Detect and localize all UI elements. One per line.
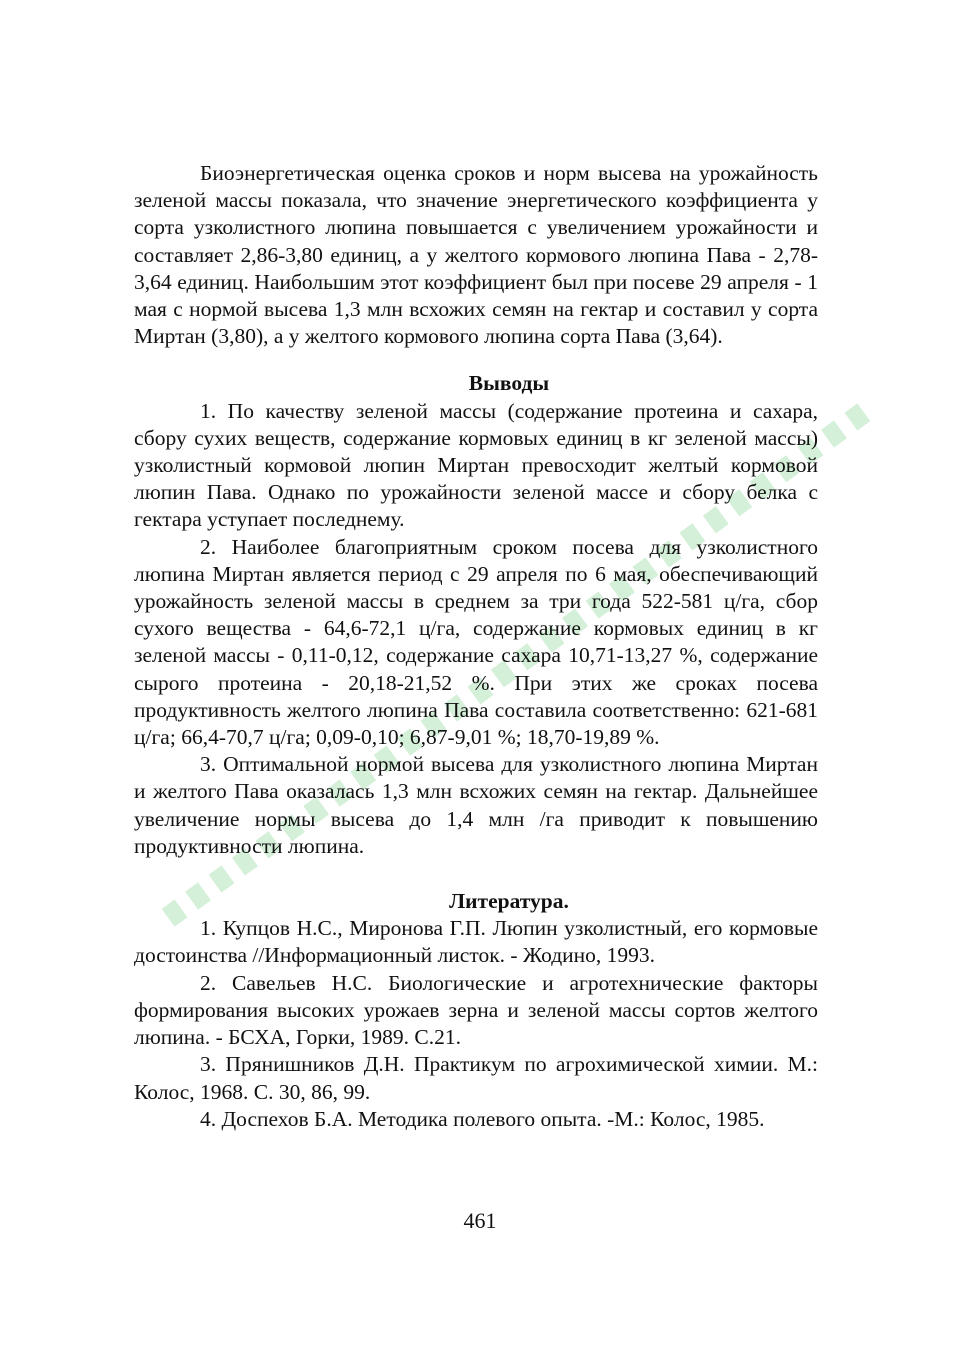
conclusion-item-2: 2. Наиболее благоприятным сроком посева для узколистного люпина Миртан является период с 29 апреля по 6 мая, обеспечивающий урожайность зеленой массы в среднем за три года 522-581 ц/га, сбор сухого вещества - 64,6-72,1 ц/га, содержание кормовых единиц в кг зеленой массы - 0,11-0,12, содержание сахара 10,71-13,27 %, содержание сырого протеина - 20,18-21,52 %. При этих же сроках посева продуктивность желтого люпина Пава составила соответственно: 621-681 ц/га; 66,4-70,7 ц/га; 0,09-0,10; 6,87-9,01 %; 18,70-19,89 %. [134,534,818,750]
literature-heading: Литература. [449,889,569,914]
reference-item-1: 1. Купцов Н.С., Миронова Г.П. Люпин узколистный, его кормовые достоинства //Информационный листок. - Жодино, 1993. [134,916,818,968]
page-number: 461 [463,1208,497,1233]
body-paragraph: Биоэнергетическая оценка сроков и норм высева на урожайность зеленой массы показала, что значение энергетического коэффициента у сорта узколистного люпина повышается с увеличением урожайности и составляет 2,86-3,80 единиц, а у желтого кормового люпина Пава - 2,78-3,64 единиц. Наибольшим этот коэффициент был при посеве 29 апреля - 1 мая с нормой высева 1,3 млн всхожих семян на гектар и составил у сорта Миртан (3,80), а у желтого кормового люпина сорта Пава (3,64). [134,161,818,349]
reference-item-2: 2. Савельев Н.С. Биологические и агротехнические факторы формирования высоких урожаев зерна и зеленой массы сортов желтого люпина. - БСХА, Горки, 1989. С.21. [134,970,818,1050]
reference-item-3: 3. Прянишников Д.Н. Практикум по агрохимической химии. М.: Колос, 1968. С. 30, 86, 99. [134,1052,818,1104]
conclusion-item-3: 3. Оптимальной нормой высева для узколистного люпина Миртан и желтого Пава оказалась 1,3 млн всхожих семян на гектар. Дальнейшее увеличение нормы высева до 1,4 млн /га приводит к повышению продуктивности люпина. [134,752,818,858]
conclusions-heading: Выводы [468,371,550,396]
reference-item-4: 4. Доспехов Б.А. Методика полевого опыта. -М.: Колос, 1985. [200,1106,765,1131]
conclusion-item-1: 1. По качеству зеленой массы (содержание протеина и сахара, сбору сухих веществ, содержание кормовых единиц в кг зеленой массы) узколистный кормовой люпин Миртан превосходит желтый кормовой люпин Пава. Однако по урожайности зеленой массе и сбору белка с гектара уступает последнему. [134,398,818,532]
page-content [134,160,818,1133]
